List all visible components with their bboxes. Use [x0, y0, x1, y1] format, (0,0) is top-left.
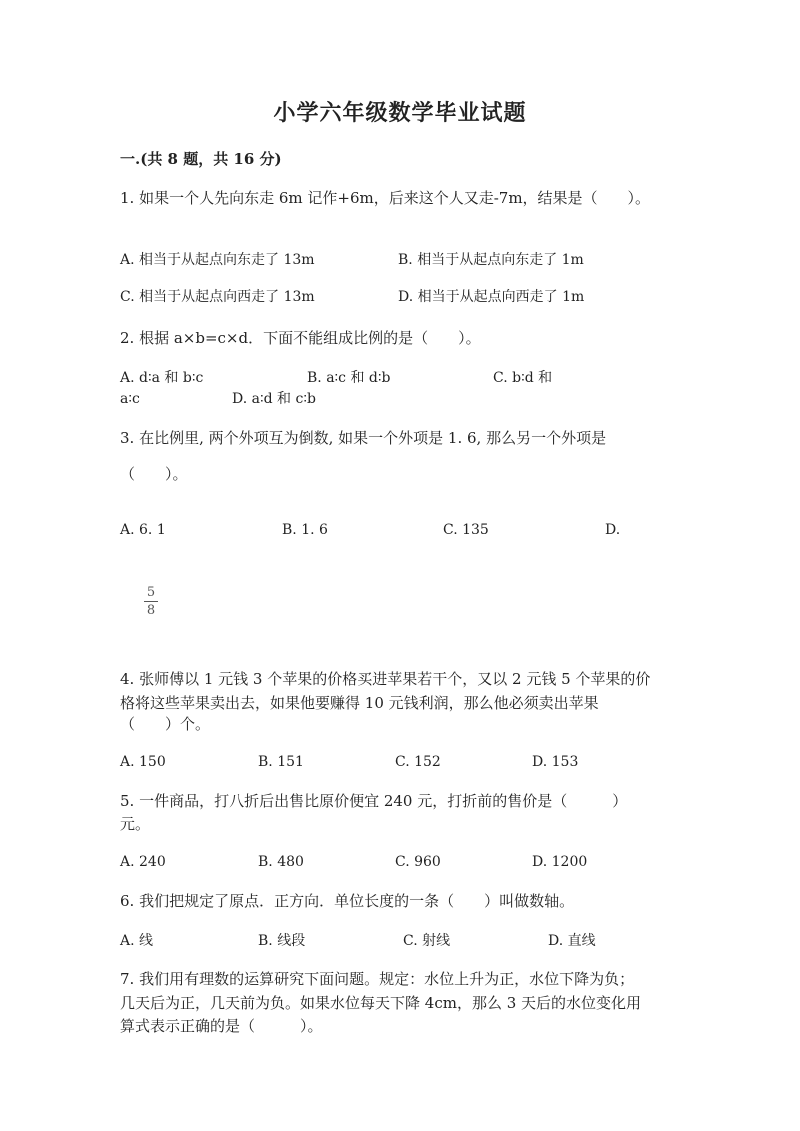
question-4-stem-line3: （ ）个。 — [120, 715, 211, 733]
question-3-option-a[interactable]: A. 6. 1 — [120, 522, 166, 538]
question-1-option-b[interactable]: B. 相当于从起点向东走了 1m — [398, 252, 584, 268]
question-3-option-d[interactable]: D. — [605, 522, 621, 538]
question-6-option-d[interactable]: D. 直线 — [548, 933, 596, 949]
question-2-option-a[interactable]: A. d∶a 和 b∶c — [120, 370, 204, 386]
question-5-option-d[interactable]: D. 1200 — [532, 854, 588, 870]
question-5-option-b[interactable]: B. 480 — [258, 854, 304, 870]
page-title: 小学六年级数学毕业试题 — [273, 100, 527, 126]
question-5-stem-line1: 5. 一件商品，打八折后出售比原价便宜 240 元，打折前的售价是（ ） — [120, 792, 628, 810]
question-2-option-c-cont[interactable]: a∶c — [120, 391, 140, 407]
section-heading: 一.(共 8 题，共 16 分) — [120, 150, 282, 168]
question-3-option-b[interactable]: B. 1. 6 — [282, 522, 328, 538]
question-1-stem: 1. 如果一个人先向东走 6m 记作+6m，后来这个人又走-7m，结果是（ ）。 — [120, 189, 651, 207]
question-2-option-d[interactable]: D. a∶d 和 c∶b — [232, 391, 316, 407]
question-4-option-c[interactable]: C. 152 — [395, 754, 441, 770]
fraction-denominator: 8 — [146, 603, 156, 618]
question-2-stem: 2. 根据 a×b=c×d．下面不能组成比例的是（ ）。 — [120, 329, 481, 347]
question-5-option-a[interactable]: A. 240 — [120, 854, 166, 870]
question-5-option-c[interactable]: C. 960 — [395, 854, 441, 870]
question-2-option-b[interactable]: B. a∶c 和 d∶b — [307, 370, 391, 386]
question-6-option-c[interactable]: C. 射线 — [403, 933, 451, 949]
question-6-stem: 6. 我们把规定了原点．正方向．单位长度的一条（ ）叫做数轴。 — [120, 892, 575, 910]
question-1-option-c[interactable]: C. 相当于从起点向西走了 13m — [120, 289, 315, 305]
question-3-stem-line1: 3. 在比例里, 两个外项互为倒数, 如果一个外项是 1. 6, 那么另一个外项是 — [120, 429, 607, 447]
question-3-stem-line2: （ ）。 — [120, 465, 188, 483]
question-4-option-b[interactable]: B. 151 — [258, 754, 304, 770]
question-1-option-a[interactable]: A. 相当于从起点向东走了 13m — [120, 252, 315, 268]
question-7-stem-line2: 几天后为正，几天前为负。如果水位每天下降 4cm，那么 3 天后的水位变化用 — [120, 994, 642, 1012]
fraction-numerator: 5 — [146, 585, 156, 600]
question-7-stem-line3: 算式表示正确的是（ ）。 — [120, 1017, 323, 1035]
question-5-stem-line2: 元。 — [120, 815, 151, 833]
question-7-stem-line1: 7. 我们用有理数的运算研究下面问题。规定：水位上升为正，水位下降为负； — [120, 970, 635, 988]
question-4-option-d[interactable]: D. 153 — [532, 754, 579, 770]
question-6-option-b[interactable]: B. 线段 — [258, 933, 306, 949]
question-3-option-c[interactable]: C. 135 — [443, 522, 489, 538]
question-6-option-a[interactable]: A. 线 — [120, 933, 154, 949]
question-4-stem-line2: 格将这些苹果卖出去，如果他要赚得 10 元钱利润，那么他必须卖出苹果 — [120, 694, 599, 712]
fraction-bar — [144, 601, 158, 602]
question-4-option-a[interactable]: A. 150 — [120, 754, 166, 770]
question-4-stem-line1: 4. 张师傅以 1 元钱 3 个苹果的价格买进苹果若干个，又以 2 元钱 5 个苹果的价 — [120, 670, 651, 688]
question-3-option-d-fraction — [144, 586, 158, 617]
question-2-option-c[interactable]: C. b∶d 和 — [493, 370, 553, 386]
question-1-option-d[interactable]: D. 相当于从起点向西走了 1m — [398, 289, 585, 305]
